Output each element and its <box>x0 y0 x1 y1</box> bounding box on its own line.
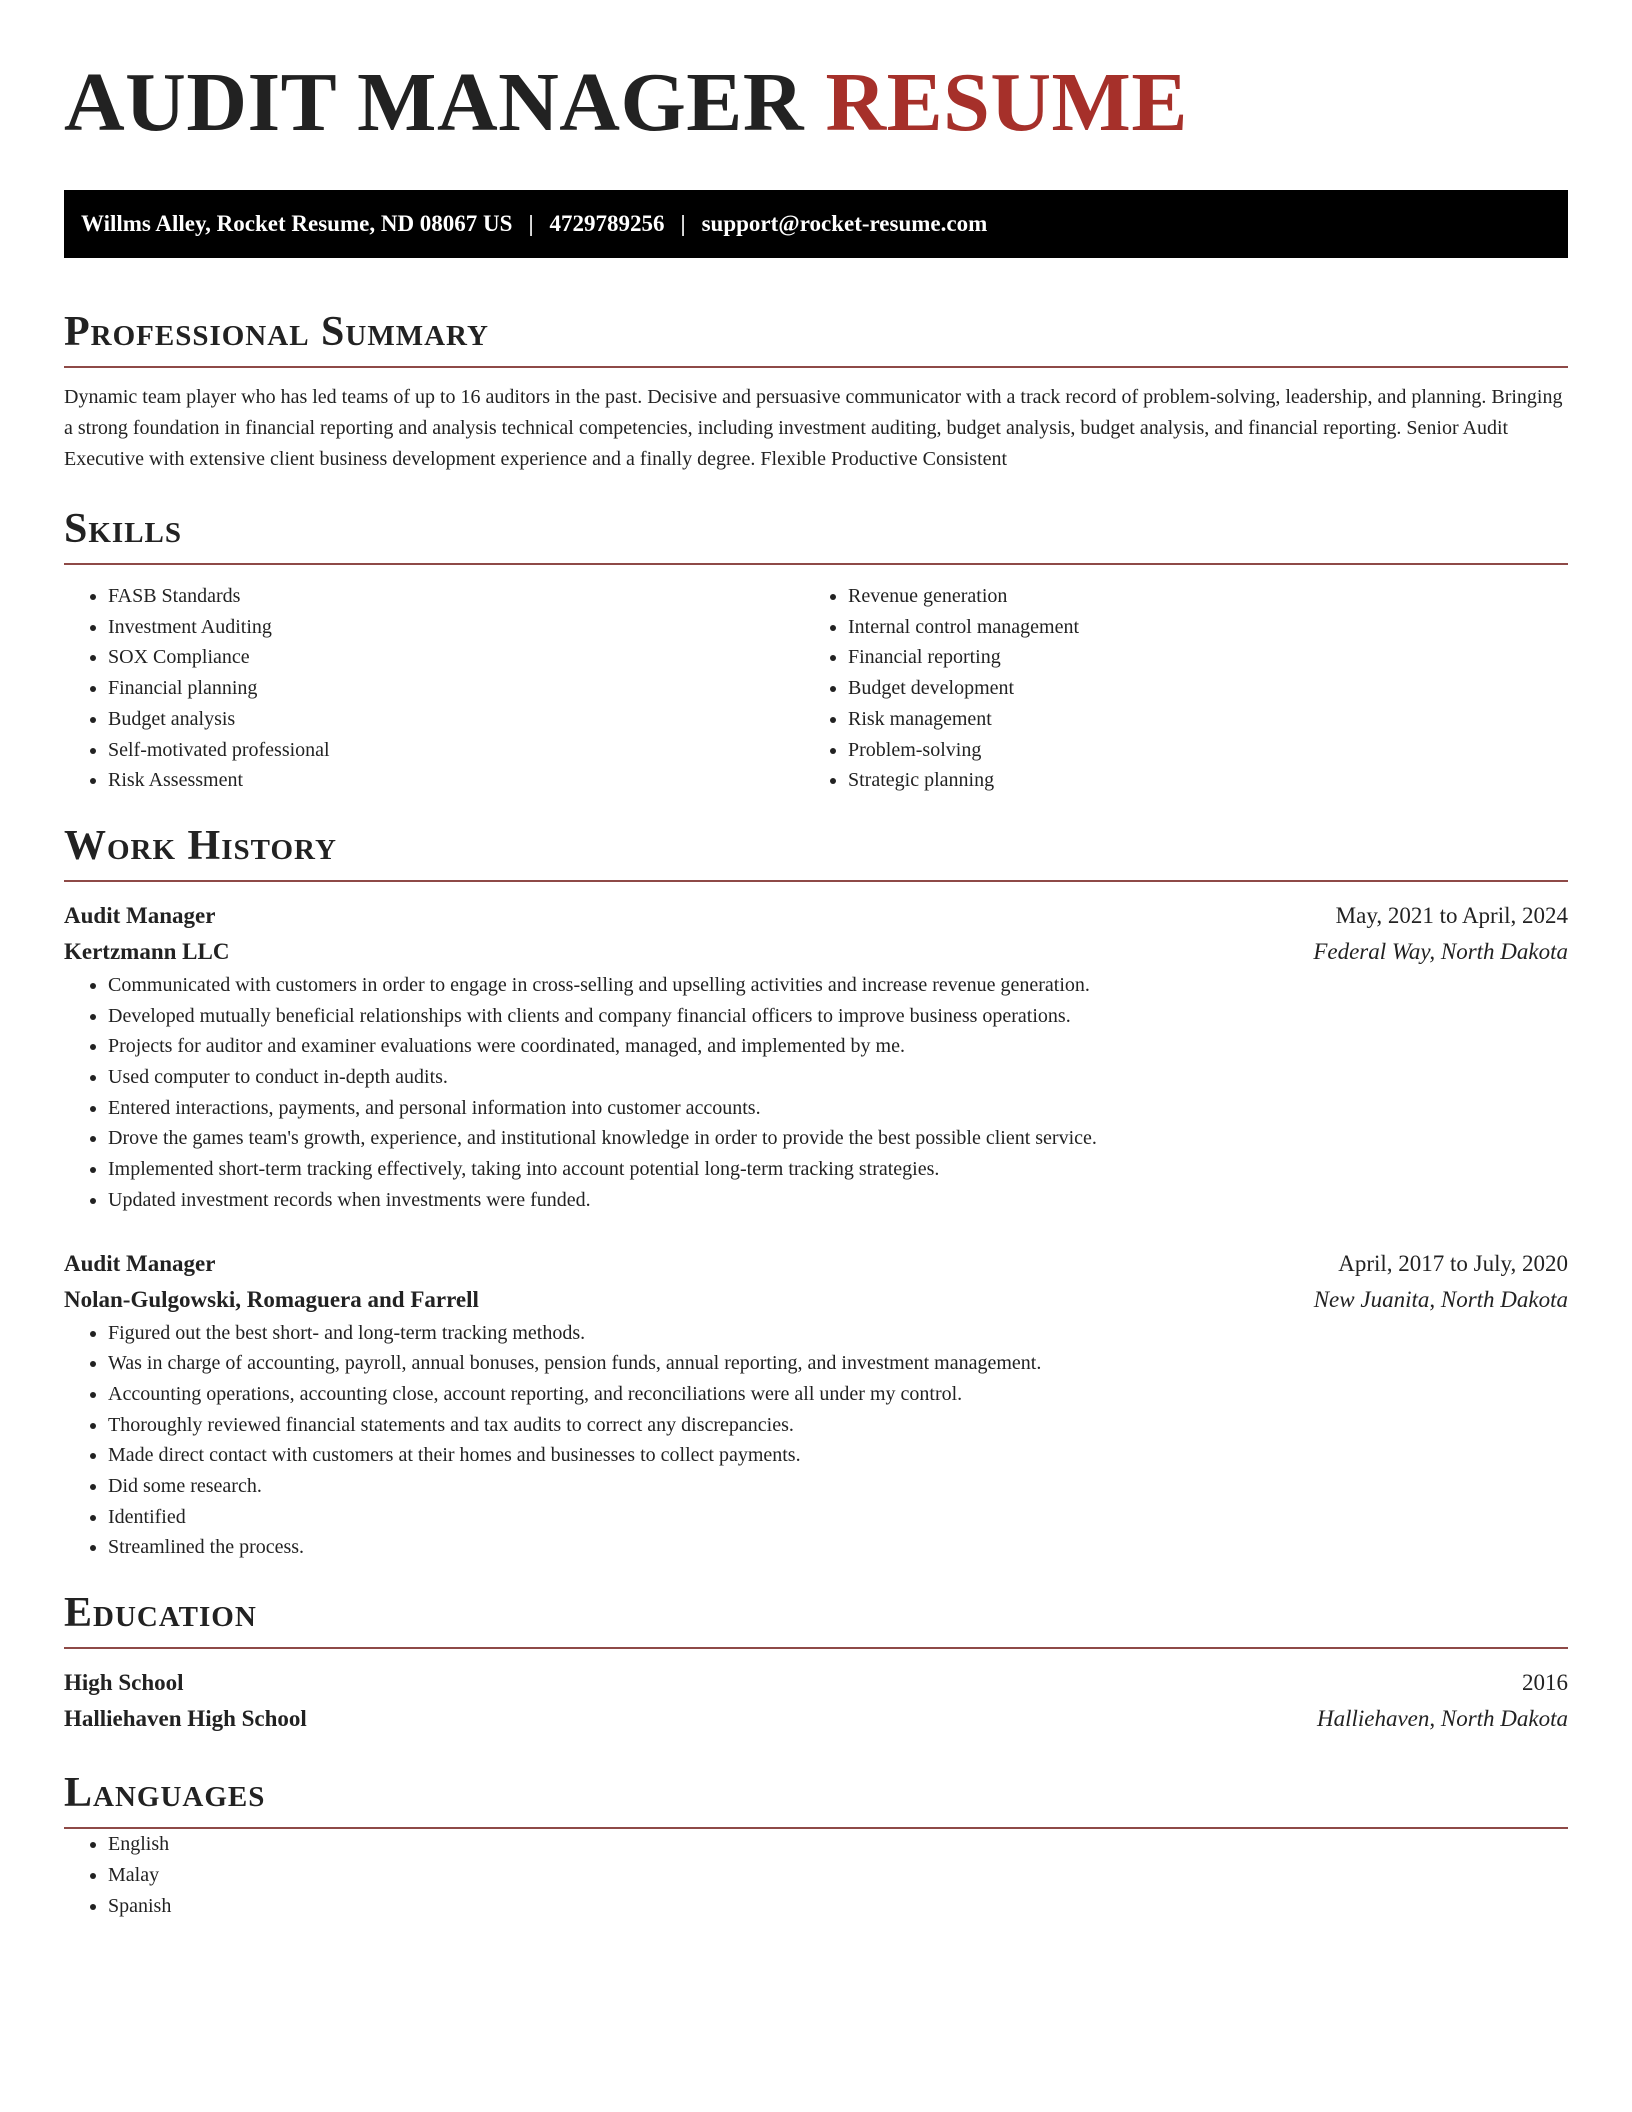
skill-item: • FASB Standards <box>108 581 804 612</box>
contact-separator: | <box>680 211 686 236</box>
skill-item: • Risk Assessment <box>108 765 804 796</box>
education-school-row <box>64 1701 1568 1737</box>
job-duty: • Thoroughly reviewed financial statements and tax audits to correct any discrepancies. <box>108 1410 1568 1441</box>
job-duty: • Projects for auditor and examiner evaluations were coordinated, managed, and implemented by me. <box>108 1031 1568 1062</box>
title-main: AUDIT MANAGER <box>64 56 804 149</box>
education-location: Halliehaven, North Dakota <box>1316 1706 1568 1732</box>
education-school: Halliehaven High School <box>64 1706 307 1732</box>
skill-item: • Risk management <box>848 704 1544 735</box>
job-dates: April, 2017 to July, 2020 <box>1338 1250 1568 1276</box>
job-duty: • Drove the games team's growth, experience, and institutional knowledge in order to provide the best possible client service. <box>108 1123 1568 1154</box>
summary-heading: Professional Summary <box>64 304 1568 368</box>
job-duty: • Accounting operations, accounting close, account reporting, and reconciliations were all under my control. <box>108 1379 1568 1410</box>
skill-item: • Revenue generation <box>848 581 1544 612</box>
skill-item: • Financial reporting <box>848 642 1544 673</box>
language-item: • Malay <box>108 1860 1568 1891</box>
job-duties-list <box>64 970 1568 1216</box>
job-company: Kertzmann LLC <box>64 938 230 964</box>
skill-item: • Self-motivated professional <box>108 735 804 766</box>
job-header-row <box>64 898 1568 934</box>
job-company-row <box>64 1282 1568 1318</box>
skill-item: • Investment Auditing <box>108 612 804 643</box>
page-title <box>64 48 1568 158</box>
skill-item: • SOX Compliance <box>108 642 804 673</box>
skill-item: • Problem-solving <box>848 735 1544 766</box>
skills-grid <box>64 581 1568 796</box>
contact-separator: | <box>528 211 534 236</box>
education-year: 2016 <box>1522 1670 1568 1696</box>
job-duty: • Used computer to conduct in-depth audits. <box>108 1062 1568 1093</box>
job-duty: • Was in charge of accounting, payroll, annual bonuses, pension funds, annual reporting, and investment management. <box>108 1348 1568 1379</box>
skills-list-right <box>804 581 1544 796</box>
job-location: New Juanita, North Dakota <box>1313 1286 1568 1312</box>
job-duty: • Streamlined the process. <box>108 1532 1568 1563</box>
job-company-row <box>64 934 1568 970</box>
job-duty: • Made direct contact with customers at their homes and businesses to collect payments. <box>108 1440 1568 1471</box>
skills-list-left <box>64 581 804 796</box>
job-entry <box>64 1246 1568 1564</box>
job-title: Audit Manager <box>64 1250 216 1276</box>
job-duty: • Updated investment records when investments were funded. <box>108 1185 1568 1216</box>
languages-list <box>64 1829 1568 1921</box>
title-accent: RESUME <box>825 56 1188 149</box>
job-duty: • Entered interactions, payments, and personal information into customer accounts. <box>108 1093 1568 1124</box>
job-duty: • Did some research. <box>108 1471 1568 1502</box>
job-title: Audit Manager <box>64 902 216 928</box>
skill-item: • Budget analysis <box>108 704 804 735</box>
language-item: • English <box>108 1829 1568 1860</box>
job-duties-list <box>64 1318 1568 1564</box>
skill-item: • Financial planning <box>108 673 804 704</box>
job-company: Nolan-Gulgowski, Romaguera and Farrell <box>64 1286 479 1312</box>
skill-item: • Budget development <box>848 673 1544 704</box>
job-duty: • Implemented short-term tracking effectively, taking into account potential long-term tracking strategies. <box>108 1154 1568 1185</box>
job-duty: • Developed mutually beneficial relationships with clients and company financial officers to improve business operations. <box>108 1001 1568 1032</box>
language-item: • Spanish <box>108 1891 1568 1922</box>
job-duty: • Figured out the best short- and long-term tracking methods. <box>108 1318 1568 1349</box>
contact-email[interactable]: support@rocket-resume.com <box>701 211 988 236</box>
education-entry <box>64 1665 1568 1737</box>
skill-item: • Strategic planning <box>848 765 1544 796</box>
skill-item: • Internal control management <box>848 612 1544 643</box>
contact-bar <box>64 190 1568 258</box>
job-location: Federal Way, North Dakota <box>1313 938 1568 964</box>
job-dates: May, 2021 to April, 2024 <box>1335 902 1568 928</box>
education-degree-row <box>64 1665 1568 1701</box>
contact-address: Willms Alley, Rocket Resume, ND 08067 US <box>81 211 513 236</box>
skills-column-right <box>804 581 1544 796</box>
job-duty: • Identified <box>108 1502 1568 1533</box>
job-duty: • Communicated with customers in order to engage in cross-selling and upselling activities and increase revenue generation. <box>108 970 1568 1001</box>
skills-column-left <box>64 581 804 796</box>
contact-phone: 4729789256 <box>549 211 665 236</box>
languages-heading: Languages <box>64 1765 1568 1829</box>
education-heading: Education <box>64 1585 1568 1649</box>
job-entry <box>64 898 1568 1216</box>
work-history-heading: Work History <box>64 818 1568 882</box>
job-header-row <box>64 1246 1568 1282</box>
summary-text: Dynamic team player who has led teams of up to 16 auditors in the past. Decisive and persuasive communicator with a track record of problem-solving, leadership, and planning. Bringing a strong foundation in financial reporting and analysis technical competencies, including investment auditing, budget analysis, budget analysis, and financial reporting. Senior Audit Executive with extensive client business development experience and a finally degree. Flexible Productive Consistent <box>64 386 1563 470</box>
education-degree: High School <box>64 1670 184 1696</box>
skills-heading: Skills <box>64 501 1568 565</box>
